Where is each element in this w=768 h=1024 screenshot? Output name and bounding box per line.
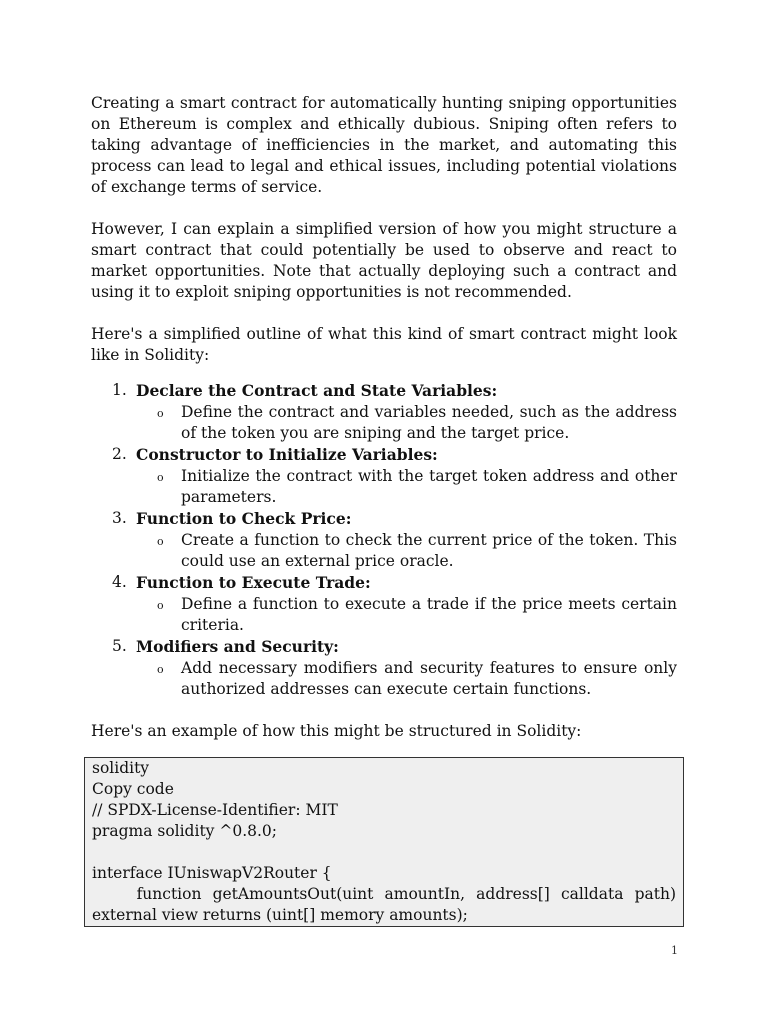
step-number: 4. xyxy=(112,573,127,591)
step-number: 1. xyxy=(112,381,127,399)
step-detail: Define a function to execute a trade if the price meets certain criteria. xyxy=(181,595,677,634)
step-detail: Define the contract and variables needed, such as the address of the token you are sniping and the target price. xyxy=(181,403,677,442)
list-item xyxy=(91,444,677,508)
step-title: Declare the Contract and State Variables: xyxy=(136,381,498,400)
circle-bullet-icon: o xyxy=(157,407,164,420)
list-item xyxy=(136,594,677,636)
list-item xyxy=(91,508,677,572)
outline-intro-paragraph: Here's a simplified outline of what this kind of smart contract might look like in Solidity: xyxy=(91,325,677,364)
step-title: Function to Execute Trade: xyxy=(136,573,371,592)
code-line: // SPDX-License-Identifier: MIT xyxy=(92,801,338,819)
circle-bullet-icon: o xyxy=(157,535,164,548)
step-detail-list xyxy=(136,530,677,572)
code-line: pragma solidity ^0.8.0; xyxy=(92,822,278,840)
step-number: 2. xyxy=(112,445,127,463)
list-item xyxy=(91,380,677,444)
list-item xyxy=(91,636,677,700)
step-detail-list xyxy=(136,402,677,444)
outline-steps-list xyxy=(91,380,677,700)
step-number: 3. xyxy=(112,509,127,527)
list-item xyxy=(136,402,677,444)
circle-bullet-icon: o xyxy=(157,471,164,484)
explanation-paragraph: However, I can explain a simplified version of how you might structure a smart contract that could potentially be used to observe and react to market opportunities. Note that actually deploying such a contract and using it to exploit sniping opportunities is not recommended. xyxy=(91,220,677,301)
intro-paragraph: Creating a smart contract for automatically hunting sniping opportunities on Ethereum is complex and ethically dubious. Sniping often refers to taking advantage of inefficiencies in the market, and automating this process can lead to legal and ethical issues, including potential violations of exchange terms of service. xyxy=(91,94,677,196)
step-detail-list xyxy=(136,658,677,700)
code-language-label: solidity xyxy=(92,759,150,777)
circle-bullet-icon: o xyxy=(157,663,164,676)
example-intro-paragraph: Here's an example of how this might be structured in Solidity: xyxy=(91,722,582,740)
code-block xyxy=(84,757,684,927)
list-item xyxy=(91,572,677,636)
document-page xyxy=(91,93,677,763)
page-number: 1 xyxy=(671,944,678,957)
step-detail-list xyxy=(136,594,677,636)
list-item xyxy=(136,530,677,572)
list-item xyxy=(136,466,677,508)
step-number: 5. xyxy=(112,637,127,655)
step-detail: Add necessary modifiers and security features to ensure only authorized addresses can execute certain functions. xyxy=(181,659,677,698)
circle-bullet-icon: o xyxy=(157,599,164,612)
step-detail-list xyxy=(136,466,677,508)
step-detail: Create a function to check the current price of the token. This could use an external price oracle. xyxy=(181,531,677,570)
step-title: Constructor to Initialize Variables: xyxy=(136,445,438,464)
step-title: Function to Check Price: xyxy=(136,509,352,528)
copy-code-label: Copy code xyxy=(92,780,174,798)
step-detail: Initialize the contract with the target token address and other parameters. xyxy=(181,467,677,506)
code-line xyxy=(92,842,676,863)
code-line: interface IUniswapV2Router { xyxy=(92,864,332,882)
code-line: function getAmountsOut(uint amountIn, address[] calldata path) external view returns (uint[] memory amounts); xyxy=(92,885,681,924)
step-title: Modifiers and Security: xyxy=(136,637,339,656)
list-item xyxy=(136,658,677,700)
